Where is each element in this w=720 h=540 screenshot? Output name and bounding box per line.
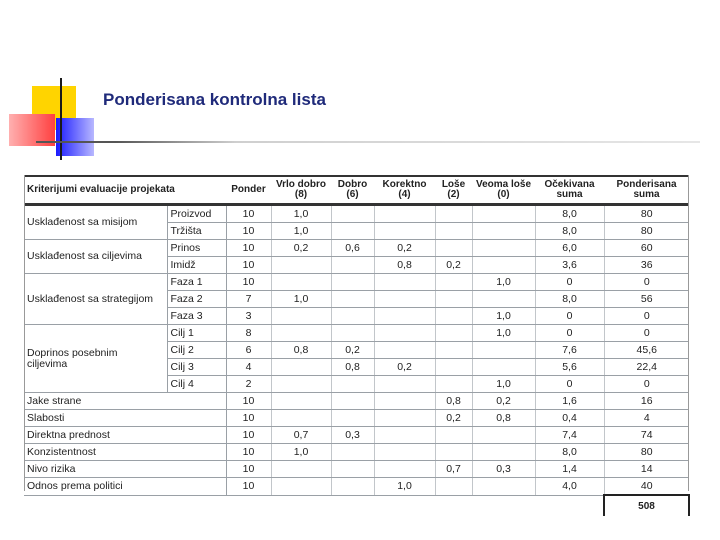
total-spacer: [24, 495, 604, 516]
cell-korektno: [374, 444, 435, 461]
cell-ponderisana: 80: [604, 444, 689, 461]
header-lose: Loše (2): [435, 176, 472, 205]
cell-ocekivana: 8,0: [535, 444, 604, 461]
cell-lose: 0,2: [435, 257, 472, 274]
cell-ponder: 10: [226, 478, 271, 496]
cell-vrlo-dobro: 0,2: [271, 240, 331, 257]
cell-korektno: [374, 308, 435, 325]
cell-vrlo-dobro: 1,0: [271, 223, 331, 240]
cell-vrlo-dobro: [271, 257, 331, 274]
cell-korektno: [374, 274, 435, 291]
cell-vrlo-dobro: [271, 359, 331, 376]
cell-vrlo-dobro: 1,0: [271, 291, 331, 308]
table-row: [24, 427, 689, 444]
cell-ponder: 10: [226, 410, 271, 427]
cell-dobro: [331, 376, 374, 393]
cell-korektno: [374, 342, 435, 359]
table-header-row: [24, 176, 689, 205]
cell-veoma-lose: 1,0: [472, 274, 535, 291]
cell-ocekivana: 5,6: [535, 359, 604, 376]
cell-ocekivana: 0: [535, 325, 604, 342]
cell-veoma-lose: [472, 223, 535, 240]
table-row: [24, 461, 689, 478]
total-value: 508: [604, 495, 689, 516]
cell-vrlo-dobro: 1,0: [271, 444, 331, 461]
header-dobro: Dobro (6): [331, 176, 374, 205]
cell-dobro: [331, 291, 374, 308]
cell-dobro: [331, 274, 374, 291]
cell-dobro: [331, 308, 374, 325]
group-label: Doprinos posebnim ciljevima: [24, 325, 167, 393]
cell-vrlo-dobro: 1,0: [271, 205, 331, 223]
cell-korektno: 0,2: [374, 359, 435, 376]
cell-ocekivana: 6,0: [535, 240, 604, 257]
cell-lose: 0,2: [435, 410, 472, 427]
cell-ponder: 10: [226, 444, 271, 461]
cell-korektno: [374, 291, 435, 308]
group-label: Usklađenost sa misijom: [24, 205, 167, 240]
cell-dobro: [331, 257, 374, 274]
cell-ocekivana: 0: [535, 376, 604, 393]
cell-ponder: 10: [226, 223, 271, 240]
sub-criterion: Tržišta: [167, 223, 226, 240]
sub-criterion: Faza 2: [167, 291, 226, 308]
cell-dobro: [331, 223, 374, 240]
cell-lose: [435, 478, 472, 496]
criterion-label: Jake strane: [24, 393, 226, 410]
cell-veoma-lose: 0,8: [472, 410, 535, 427]
cell-vrlo-dobro: [271, 325, 331, 342]
cell-vrlo-dobro: [271, 308, 331, 325]
cell-dobro: [331, 325, 374, 342]
cell-korektno: [374, 410, 435, 427]
cell-veoma-lose: 0,3: [472, 461, 535, 478]
cell-lose: [435, 308, 472, 325]
cell-lose: [435, 291, 472, 308]
cell-korektno: 0,8: [374, 257, 435, 274]
cell-ponder: 10: [226, 257, 271, 274]
cell-ponder: 10: [226, 461, 271, 478]
cell-ponder: 8: [226, 325, 271, 342]
criterion-label: Odnos prema politici: [24, 478, 226, 496]
cell-ponderisana: 80: [604, 223, 689, 240]
cell-korektno: [374, 393, 435, 410]
cell-dobro: 0,3: [331, 427, 374, 444]
cell-ocekivana: 1,4: [535, 461, 604, 478]
cell-vrlo-dobro: [271, 376, 331, 393]
cell-ponderisana: 0: [604, 308, 689, 325]
cell-vrlo-dobro: [271, 274, 331, 291]
vertical-rule-decoration: [60, 78, 62, 160]
cell-lose: [435, 427, 472, 444]
cell-veoma-lose: [472, 291, 535, 308]
sub-criterion: Prinos: [167, 240, 226, 257]
cell-ponder: 7: [226, 291, 271, 308]
table-row: [24, 444, 689, 461]
cell-ponder: 10: [226, 274, 271, 291]
cell-ponderisana: 36: [604, 257, 689, 274]
cell-veoma-lose: [472, 240, 535, 257]
header-veoma-lose: Veoma loše (0): [472, 176, 535, 205]
cell-korektno: [374, 376, 435, 393]
sub-criterion: Proizvod: [167, 205, 226, 223]
cell-lose: [435, 274, 472, 291]
cell-ponder: 2: [226, 376, 271, 393]
cell-veoma-lose: [472, 359, 535, 376]
horizontal-rule-decoration: [36, 141, 700, 143]
cell-lose: [435, 359, 472, 376]
cell-veoma-lose: [472, 205, 535, 223]
cell-ponderisana: 80: [604, 205, 689, 223]
cell-lose: [435, 325, 472, 342]
cell-ponderisana: 4: [604, 410, 689, 427]
cell-lose: [435, 205, 472, 223]
cell-ocekivana: 3,6: [535, 257, 604, 274]
cell-ocekivana: 8,0: [535, 205, 604, 223]
cell-vrlo-dobro: [271, 393, 331, 410]
group-label: Usklađenost sa ciljevima: [24, 240, 167, 274]
cell-veoma-lose: 1,0: [472, 308, 535, 325]
slide-title: Ponderisana kontrolna lista: [103, 90, 326, 109]
cell-vrlo-dobro: [271, 461, 331, 478]
header-kriterijumi: Kriterijumi evaluacije projekata: [24, 176, 226, 205]
cell-vrlo-dobro: 0,8: [271, 342, 331, 359]
cell-ocekivana: 0: [535, 274, 604, 291]
cell-ponderisana: 0: [604, 274, 689, 291]
cell-veoma-lose: [472, 257, 535, 274]
cell-veoma-lose: [472, 478, 535, 496]
cell-lose: 0,7: [435, 461, 472, 478]
header-korektno: Korektno (4): [374, 176, 435, 205]
criterion-label: Konzistentnost: [24, 444, 226, 461]
header-ocekivana-suma: Očekivana suma: [535, 176, 604, 205]
cell-ocekivana: 4,0: [535, 478, 604, 496]
table-row: [24, 325, 689, 342]
cell-veoma-lose: [472, 444, 535, 461]
sub-criterion: Cilj 4: [167, 376, 226, 393]
header-ponderisana-suma: Ponderisana suma: [604, 176, 689, 205]
cell-korektno: 0,2: [374, 240, 435, 257]
group-label: Usklađenost sa strategijom: [24, 274, 167, 325]
cell-korektno: [374, 223, 435, 240]
cell-ocekivana: 7,6: [535, 342, 604, 359]
cell-ponder: 10: [226, 205, 271, 223]
cell-korektno: [374, 461, 435, 478]
cell-ponderisana: 14: [604, 461, 689, 478]
cell-ponderisana: 56: [604, 291, 689, 308]
cell-ponder: 10: [226, 393, 271, 410]
cell-vrlo-dobro: [271, 478, 331, 496]
cell-ocekivana: 8,0: [535, 291, 604, 308]
cell-veoma-lose: 1,0: [472, 325, 535, 342]
sub-criterion: Faza 3: [167, 308, 226, 325]
criterion-label: Slabosti: [24, 410, 226, 427]
cell-veoma-lose: 1,0: [472, 376, 535, 393]
header-vrlo-dobro: Vrlo dobro (8): [271, 176, 331, 205]
cell-dobro: [331, 205, 374, 223]
cell-dobro: [331, 461, 374, 478]
cell-dobro: [331, 478, 374, 496]
cell-ponderisana: 60: [604, 240, 689, 257]
cell-dobro: 0,2: [331, 342, 374, 359]
cell-ocekivana: 8,0: [535, 223, 604, 240]
cell-ponder: 6: [226, 342, 271, 359]
sub-criterion: Imidž: [167, 257, 226, 274]
total-row: [24, 495, 689, 516]
sub-criterion: Cilj 1: [167, 325, 226, 342]
header-ponder: Ponder: [226, 176, 271, 205]
table-row: [24, 240, 689, 257]
table-row: [24, 274, 689, 291]
cell-korektno: [374, 427, 435, 444]
cell-ponderisana: 22,4: [604, 359, 689, 376]
cell-dobro: [331, 410, 374, 427]
cell-veoma-lose: 0,2: [472, 393, 535, 410]
cell-vrlo-dobro: 0,7: [271, 427, 331, 444]
table-row: [24, 478, 689, 496]
sub-criterion: Cilj 3: [167, 359, 226, 376]
cell-ponderisana: 16: [604, 393, 689, 410]
cell-ponderisana: 45,6: [604, 342, 689, 359]
cell-korektno: [374, 325, 435, 342]
cell-ocekivana: 0: [535, 308, 604, 325]
cell-veoma-lose: [472, 427, 535, 444]
criterion-label: Nivo rizika: [24, 461, 226, 478]
cell-ponderisana: 0: [604, 376, 689, 393]
cell-ocekivana: 1,6: [535, 393, 604, 410]
cell-ponder: 10: [226, 427, 271, 444]
cell-ponder: 4: [226, 359, 271, 376]
cell-lose: [435, 223, 472, 240]
criterion-label: Direktna prednost: [24, 427, 226, 444]
sub-criterion: Faza 1: [167, 274, 226, 291]
cell-lose: [435, 444, 472, 461]
cell-lose: [435, 376, 472, 393]
cell-vrlo-dobro: [271, 410, 331, 427]
table-row: [24, 393, 689, 410]
table-row: [24, 205, 689, 223]
cell-ponderisana: 40: [604, 478, 689, 496]
sub-criterion: Cilj 2: [167, 342, 226, 359]
cell-ocekivana: 7,4: [535, 427, 604, 444]
cell-lose: [435, 342, 472, 359]
cell-ponderisana: 74: [604, 427, 689, 444]
cell-ponder: 10: [226, 240, 271, 257]
cell-dobro: 0,8: [331, 359, 374, 376]
cell-ponderisana: 0: [604, 325, 689, 342]
cell-dobro: [331, 444, 374, 461]
cell-lose: [435, 240, 472, 257]
cell-korektno: 1,0: [374, 478, 435, 496]
cell-ocekivana: 0,4: [535, 410, 604, 427]
cell-ponder: 3: [226, 308, 271, 325]
cell-korektno: [374, 205, 435, 223]
cell-dobro: [331, 393, 374, 410]
weighted-checklist-table: [24, 175, 689, 512]
table-row: [24, 410, 689, 427]
cell-lose: 0,8: [435, 393, 472, 410]
cell-dobro: 0,6: [331, 240, 374, 257]
cell-veoma-lose: [472, 342, 535, 359]
